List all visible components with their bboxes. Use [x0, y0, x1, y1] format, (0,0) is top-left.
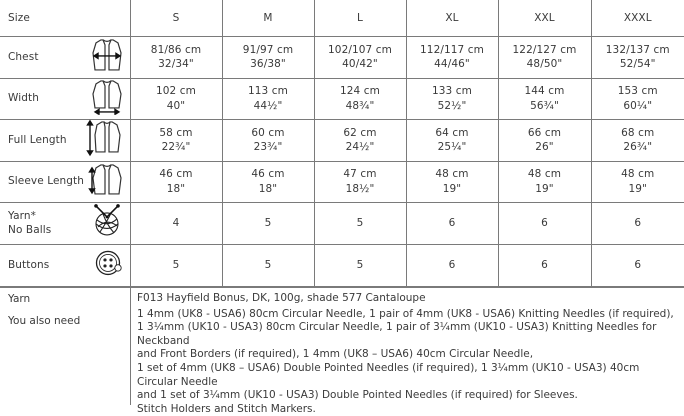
yarn-row	[0, 202, 684, 244]
buttons-row	[0, 244, 684, 286]
header-row	[0, 0, 684, 36]
width-cell: 102 cm 40"	[130, 78, 222, 119]
sleeve-length-label: Sleeve Length	[8, 175, 85, 188]
size-xl: XL	[406, 0, 498, 36]
sleeve-length-cell: 46 cm 18"	[130, 161, 222, 202]
width-row	[0, 78, 684, 119]
sleeve-length-cell: 47 cm 18½"	[314, 161, 406, 202]
yarn-ball-icon	[90, 203, 124, 243]
buttons-label-cell	[0, 244, 130, 286]
materials-section	[0, 287, 684, 415]
buttons-cell: 6	[498, 244, 591, 286]
width-cell: 133 cm 52½"	[406, 78, 498, 119]
full-length-row	[0, 119, 684, 161]
chest-row	[0, 36, 684, 78]
chest-cell: 81/86 cm 32/34"	[130, 36, 222, 78]
yarn-label-cell	[0, 202, 130, 244]
width-cell: 124 cm 48¾"	[314, 78, 406, 119]
buttons-cell: 6	[406, 244, 498, 286]
sleeve-length-cell: 48 cm 19"	[591, 161, 684, 202]
needle-line: 1 4mm (UK8 - USA6) 80cm Circular Needle, 1 pair of 4mm (UK8 - USA6) Knitting Needles (if required),	[137, 307, 674, 320]
also-need-heading: You also need	[8, 315, 81, 327]
full-length-cell: 68 cm 26¾"	[591, 119, 684, 161]
buttons-cell: 5	[314, 244, 406, 286]
width-cell: 144 cm 56¾"	[498, 78, 591, 119]
yarn-heading: Yarn	[8, 293, 31, 305]
size-m: M	[222, 0, 314, 36]
sleeve-length-cell: 48 cm 19"	[406, 161, 498, 202]
size-l: L	[314, 0, 406, 36]
chest-cell: 122/127 cm 48/50"	[498, 36, 591, 78]
sleeve-length-row	[0, 161, 684, 202]
yarn-cell: 5	[314, 202, 406, 244]
needle-line: and Front Borders (if required), 1 4mm (UK8 – USA6) 40cm Circular Needle,	[137, 348, 534, 361]
needle-line: 1 3¼mm (UK10 - USA3) 80cm Circular Needle, 1 pair of 3¼mm (UK10 - USA3) Knitting Needles for Neckband	[137, 321, 657, 347]
chest-cell: 112/117 cm 44/46"	[406, 36, 498, 78]
buttons-cell: 6	[591, 244, 684, 286]
full-length-cell: 64 cm 25¼"	[406, 119, 498, 161]
yarn-cell: 6	[498, 202, 591, 244]
sleeve-length-label-cell	[0, 161, 130, 202]
materials-labels	[8, 292, 80, 328]
chest-cell: 102/107 cm 40/42"	[314, 36, 406, 78]
chest-label: Chest	[8, 50, 39, 63]
divider	[130, 288, 131, 405]
buttons-label: Buttons	[8, 258, 50, 271]
width-cell: 113 cm 44½"	[222, 78, 314, 119]
full-length-cell: 58 cm 22¾"	[130, 119, 222, 161]
needle-line: 1 set of 4mm (UK8 – USA6) Double Pointed Needles (if required), 1 3¼mm (UK10 - USA3) 40cm Circular Needle	[137, 361, 640, 388]
button-icon	[94, 249, 124, 281]
sleeve-length-cell: 48 cm 19"	[498, 161, 591, 202]
full-length-label: Full Length	[8, 133, 67, 146]
width-measure-icon	[90, 78, 124, 118]
full-length-cell: 66 cm 26"	[498, 119, 591, 161]
buttons-cell: 5	[222, 244, 314, 286]
yarn-cell: 6	[591, 202, 684, 244]
full-length-cell: 62 cm 24½"	[314, 119, 406, 161]
needle-line: and 1 set of 3¼mm (UK10 - USA3) Double Pointed Needles (if required) for Sleeves.	[137, 389, 578, 402]
yarn-cell: 4	[130, 202, 222, 244]
full-length-label-cell	[0, 119, 130, 161]
width-label-cell	[0, 78, 130, 119]
size-xxxl: XXXL	[591, 0, 684, 36]
yarn-cell: 5	[222, 202, 314, 244]
size-label: Size	[0, 0, 130, 36]
buttons-cell: 5	[130, 244, 222, 286]
yarn-cell: 6	[406, 202, 498, 244]
yarn-label: Yarn*	[8, 209, 36, 222]
chest-label-cell	[0, 36, 130, 78]
notions-line: Stitch Holders and Stitch Markers.	[137, 402, 316, 415]
sleeve-measure-icon	[88, 161, 124, 201]
full-length-cell: 60 cm 23¾"	[222, 119, 314, 161]
length-measure-icon	[86, 119, 124, 161]
sleeve-length-cell: 46 cm 18"	[222, 161, 314, 202]
chest-measure-icon	[90, 37, 124, 77]
width-cell: 153 cm 60¼"	[591, 78, 684, 119]
size-s: S	[130, 0, 222, 36]
width-label: Width	[8, 92, 40, 105]
chest-cell: 132/137 cm 52/54"	[591, 36, 684, 78]
yarn-description: F013 Hayfield Bonus, DK, 100g, shade 577 Cantaloupe	[137, 292, 426, 304]
size-xxl: XXL	[498, 0, 591, 36]
no-balls-label: No Balls	[8, 224, 52, 236]
materials-text	[137, 292, 681, 416]
chest-cell: 91/97 cm 36/38"	[222, 36, 314, 78]
